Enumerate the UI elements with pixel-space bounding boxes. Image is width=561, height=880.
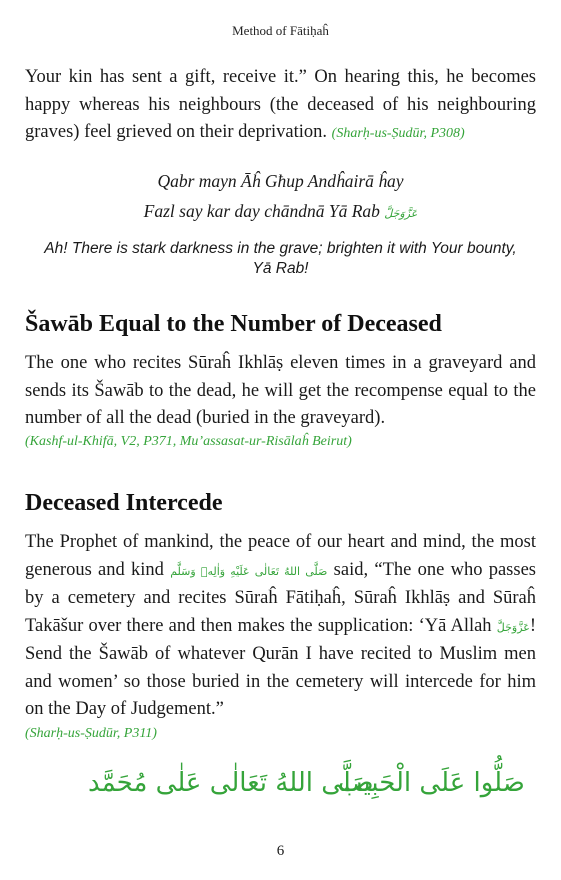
intro-text: Your kin has sent a gift, receive it.” On hearing this, he becomes happy whereas his neighbours (the deceased of his neighbouring graves) feel grieved on their deprivation. bbox=[25, 67, 536, 142]
azza-wa-jal-honorific: عَزَّوَجَلَّ bbox=[384, 207, 418, 220]
verse-line-1: Qabr mayn Āĥ Għup Andĥairā ĥay bbox=[157, 171, 404, 191]
intro-citation: (Sharḥ-us-Ṣudūr, P308) bbox=[331, 126, 465, 141]
section-sawab-paragraph: The one who recites Sūraĥ Ikhlāṣ eleven times in a graveyard and sends its Šawāb to the dead, he will get the recompense equal to the number of all the dead (buried in the graveyard). bbox=[25, 353, 536, 428]
durood-habib: صَلُّوا عَلَى الْحَبِيب bbox=[338, 768, 525, 798]
section-intercede-citation: (Sharḥ-us-Ṣudūr, P311) bbox=[25, 725, 157, 741]
section-intercede-paragraph bbox=[25, 529, 536, 724]
verse-line-2-text: Fazl say kar day chāndnā Yā Rab bbox=[143, 201, 385, 221]
azza-wa-jal-honorific-2: عَزَّوَجَلَّ bbox=[496, 620, 530, 634]
section-sawab-block bbox=[25, 350, 536, 450]
section-heading-intercede: Deceased Intercede bbox=[25, 490, 223, 516]
running-head: Method of Fātiḥaĥ bbox=[232, 23, 329, 38]
verse-line-2 bbox=[0, 198, 561, 227]
section-intercede-block bbox=[25, 529, 536, 742]
durood-muhammad: صَلَّى اللهُ تَعَالٰى عَلٰى مُحَمَّد bbox=[88, 768, 374, 798]
verse-translation: Ah! There is stark darkness in the grave; brighten it with Your bounty, Yā Rab! bbox=[44, 240, 517, 277]
section-heading-sawab: Šawāb Equal to the Number of Deceased bbox=[25, 311, 442, 337]
page-number: 6 bbox=[276, 843, 285, 859]
intro-paragraph bbox=[25, 64, 536, 148]
section-sawab-citation: (Kashf-ul-Khifā, V2, P371, Mu’assasat-ur-Risālaĥ Beirut) bbox=[25, 433, 352, 449]
intro-paragraph-block bbox=[25, 64, 536, 148]
salawat-honorific: صَلَّى اللهُ تَعَالٰى عَلَيْهِ وَاٰلِهٖ وَسَلَّم bbox=[170, 564, 328, 578]
intercede-text-1: The Prophet of mankind, the peace of our heart and mind, the most generous and kind bbox=[25, 532, 536, 580]
intercede-text-3: ! Send the Šawāb of whatever Qurān I have recited to Muslim men and women’ so those buried in the cemetery will intercede for him on the Day of Judgement.” bbox=[25, 615, 536, 719]
intercede-text-2: said, “The one who passes by a cemetery and recites Sūraĥ Fātiḥaĥ, Sūraĥ Ikhlāṣ and Sūraĥ Takāšur over there and then makes the supplication: ‘Yā Allah bbox=[25, 559, 536, 636]
